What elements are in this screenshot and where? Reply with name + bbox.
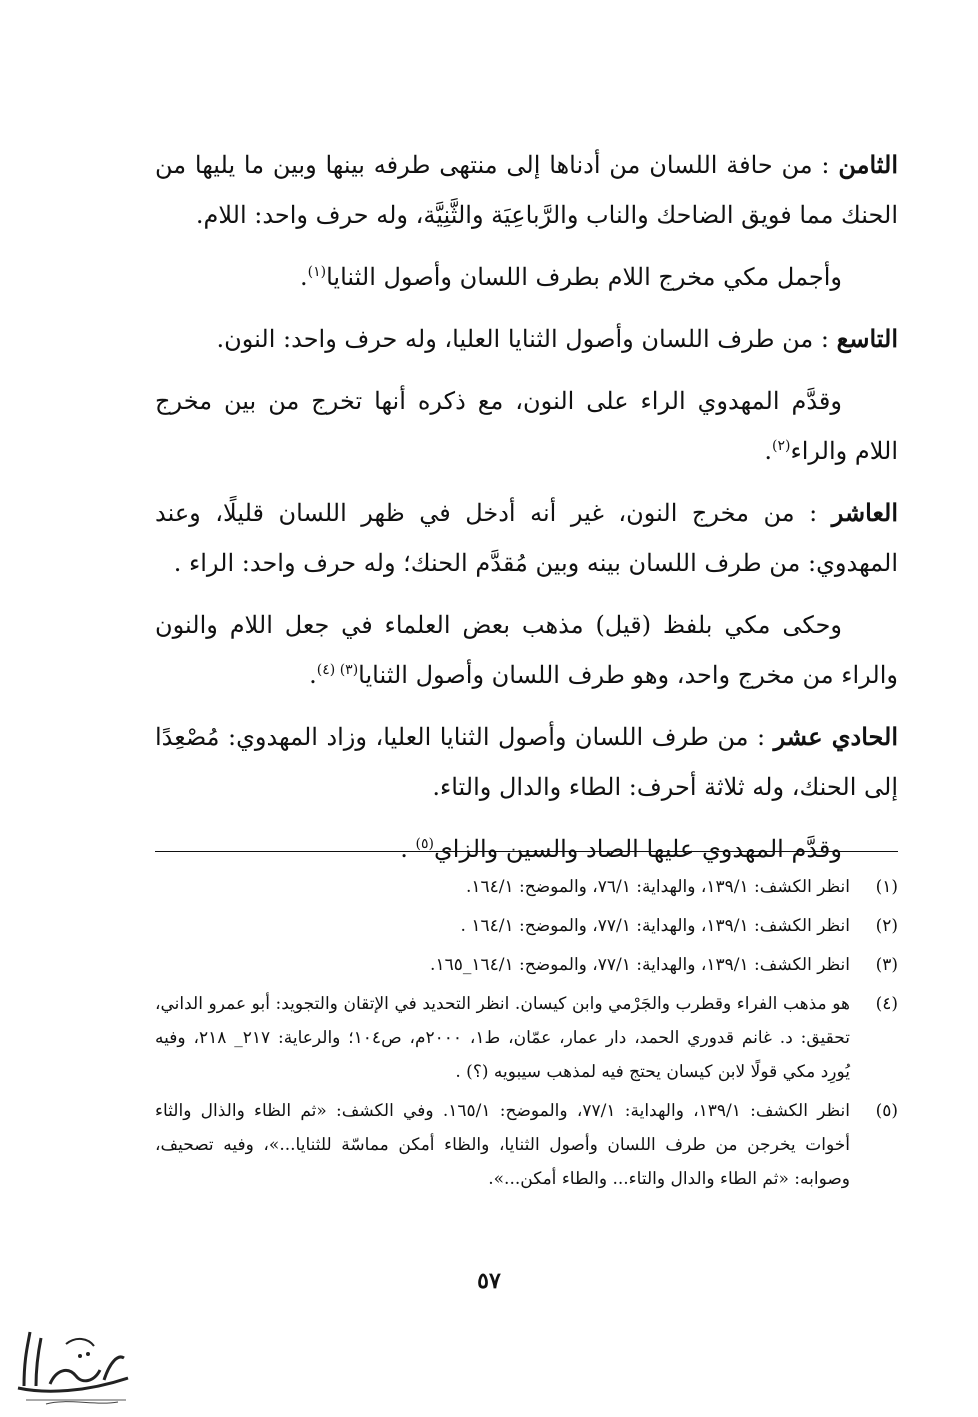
footnote-item [155, 948, 898, 982]
footnote-separator [155, 851, 898, 852]
paragraph-end: . [309, 661, 317, 689]
page-number: ٥٧ [477, 1268, 501, 1294]
paragraph-end: . [400, 835, 416, 863]
footnote-item [155, 870, 898, 904]
footnote-item [155, 1094, 898, 1196]
logo-calligraphy [6, 1322, 136, 1408]
paragraph-text: وقدَّم المهدوي عليها الصاد والسين والزاي [434, 835, 842, 863]
page-body [155, 140, 898, 886]
footnote-ref-5[interactable]: (٥) [415, 836, 434, 852]
paragraph-eighth [155, 140, 898, 240]
paragraph-text: : من حافة اللسان من أدناها إلى منتهى طرفه بينها وبين ما يليها من الحنك مما فويق الضاحك والناب والرَّباعِيَة والثَّنِيَّة، وله حرف واحد: اللام. [155, 151, 898, 229]
paragraph-text: وأجمل مكي مخرج اللام بطرف اللسان وأصول الثنايا [326, 263, 842, 291]
footnote-text: انظر الكشف: ١٣٩/١، والهداية: ٧٧/١، والموضح: ١٦٤/١ . [460, 916, 850, 936]
paragraph-end: . [299, 263, 308, 291]
paragraph-ninth [155, 314, 898, 364]
paragraph-mahdawi-sad [155, 824, 898, 874]
paragraph-text: : من طرف اللسان وأصول الثنايا العليا، وله حرف واحد: النون. [216, 325, 829, 353]
footnote-text: انظر الكشف: ١٣٩/١، والهداية: ٧٧/١، والموضح: ١٦٥/١. وفي الكشف: «ثم الظاء والذال والثاء أخوات يخرجن من طرف اللسان وأصول الثنايا، والظاء أمكن مماسّة للثنايا...»، وفيه تصحيف، وصوابه: «ثم الطاء والدال والتاء... والطاء أمكن...». [155, 1101, 850, 1189]
footnote-ref-3-4[interactable]: (٣) (٤) [316, 662, 359, 678]
footnote-number: (٥) [875, 1101, 898, 1121]
paragraph-text: وحكى مكي بلفظ (قيل) مذهب بعض العلماء في جعل اللام والنون والراء من مخرج واحد، وهو طرف اللسان وأصول الثنايا [155, 611, 898, 689]
footnote-text: انظر الكشف: ١٣٩/١، والهداية: ٧٦/١، والموضح: ١٦٤/١. [465, 877, 850, 897]
footnote-item [155, 909, 898, 943]
footnote-number: (٣) [875, 955, 898, 975]
paragraph-term: الثامن [838, 150, 898, 179]
paragraph-text: : من مخرج النون، غير أنه أدخل في ظهر اللسان قليلًا، وعند المهدوي: من طرف اللسان بينه وبين مُقدَّم الحنك؛ وله حرف واحد: الراء . [155, 499, 898, 577]
footnote-number: (٤) [875, 994, 898, 1014]
footnote-number: (١) [875, 877, 898, 897]
paragraph-text: وقدَّم المهدوي الراء على النون، مع ذكره أنها تخرج من بين مخرج اللام والراء [155, 387, 898, 465]
paragraph-term: العاشر [831, 498, 899, 527]
paragraph-tenth [155, 488, 898, 588]
paragraph-eleventh [155, 712, 898, 812]
paragraph-term: الحادي عشر [773, 722, 898, 751]
paragraph-text: : من طرف اللسان وأصول الثنايا العليا، وزاد المهدوي: مُصْعِدًا إلى الحنك، وله ثلاثة أحرف: الطاء والدال والتاء. [155, 723, 898, 801]
footnote-ref-1[interactable]: (١) [307, 264, 327, 280]
footnotes [155, 870, 898, 1201]
footnote-item [155, 987, 898, 1089]
footnote-ref-2[interactable]: (٢) [771, 438, 791, 454]
paragraph-mahdawi-ra [155, 376, 898, 476]
footnote-number: (٢) [875, 916, 898, 936]
paragraph-makki-qila [155, 600, 898, 700]
footnote-text: انظر الكشف: ١٣٩/١، والهداية: ٧٧/١، والموضح: ١٦٤/١_١٦٥. [430, 955, 850, 975]
paragraph-makki-lam [155, 252, 898, 302]
main-text [155, 140, 898, 874]
paragraph-term: التاسع [836, 324, 898, 353]
footnote-text: هو مذهب الفراء وقطرب والجَرْمي وابن كيسان. انظر التحديد في الإتقان والتجويد: أبو عمرو الداني، تحقيق: د. غانم قدوري الحمد، دار عمار، عمّان، ط١، ٢٠٠٠م، ص١٠٤؛ والرعاية: ٢١٧_ ٢١٨، وفيه يُورِد مكي قولًا لابن كيسان يحتج فيه لمذهب سيبويه (؟) . [155, 994, 850, 1082]
paragraph-end: . [764, 437, 772, 465]
